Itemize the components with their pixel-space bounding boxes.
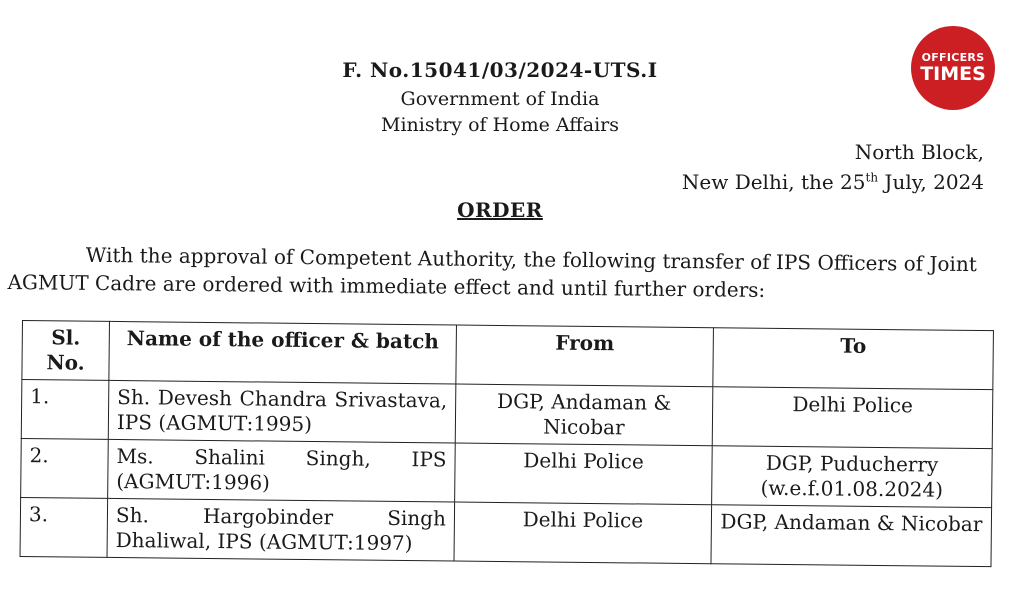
row-sl: 1.: [21, 380, 109, 440]
header-to: To: [713, 328, 994, 390]
transfer-table: [20, 320, 994, 567]
row-officer-name: Ms. Shalini Singh, IPS (AGMUT:1996): [108, 439, 456, 502]
date-line: [682, 170, 984, 194]
government-line: Government of India: [400, 88, 600, 110]
logo-line-1: OFFICERS: [921, 51, 985, 64]
table-header-row: [22, 321, 994, 390]
date-suffix: July, 2024: [878, 170, 984, 194]
row-sl: 2.: [21, 438, 109, 498]
logo-line-2: TIMES: [920, 63, 986, 85]
row-from: Delhi Police: [455, 443, 713, 505]
date-ordinal: th: [865, 170, 879, 185]
row-officer-name: Sh. Hargobinder Singh Dhaliwal, IPS (AGMUT:1997): [107, 498, 455, 561]
row-sl: 3.: [20, 497, 108, 557]
header-officer-name: Name of the officer & batch: [109, 321, 457, 384]
table-row: [21, 380, 993, 449]
officers-times-logo: [911, 26, 995, 110]
date-prefix: New Delhi, the 25: [681, 170, 866, 194]
row-from: Delhi Police: [454, 502, 712, 564]
header-sl-no: Sl. No.: [22, 321, 110, 381]
table-row: [20, 497, 992, 566]
ministry-line: Ministry of Home Affairs: [380, 114, 620, 136]
row-from: DGP, Andaman & Nicobar: [455, 384, 713, 446]
order-title: ORDER: [457, 198, 543, 222]
address-line: North Block,: [854, 140, 984, 164]
row-to: Delhi Police: [712, 387, 993, 449]
file-number: F. No.15041/03/2024-UTS.I: [342, 58, 658, 82]
paragraph-text: With the approval of Competent Authority, the following transfer of IPS Officers of Joint AGMUT Cadre are ordered with immediate effect and until further orders:: [7, 242, 977, 302]
row-to: DGP, Puducherry (w.e.f.01.08.2024): [712, 446, 993, 508]
table-row: [21, 438, 993, 507]
row-to: DGP, Andaman & Nicobar: [711, 505, 992, 567]
row-officer-name: Sh. Devesh Chandra Srivastava, IPS (AGMUT:1995): [108, 380, 456, 443]
header-from: From: [456, 325, 714, 387]
order-paragraph: [7, 240, 988, 306]
